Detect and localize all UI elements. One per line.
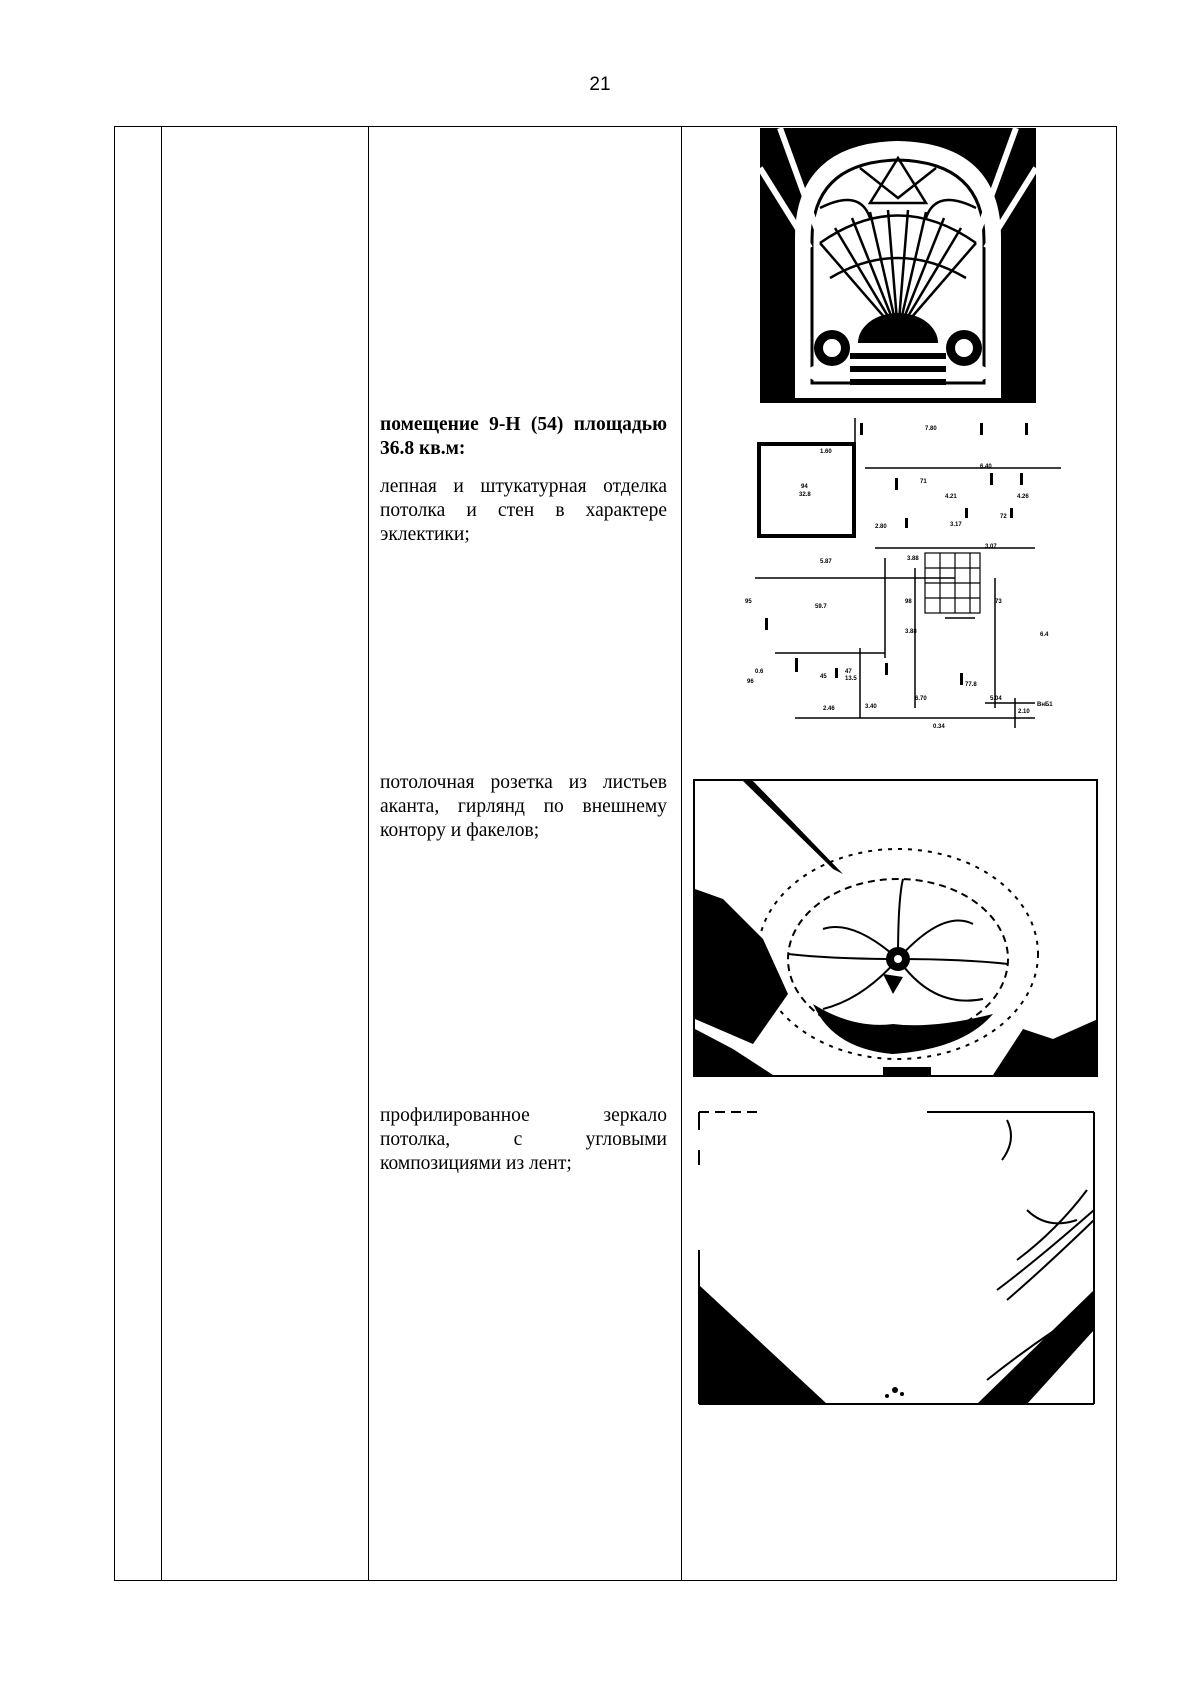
plan-label: 6.4 [1040, 632, 1049, 638]
plan-label: 3.07 [985, 544, 997, 550]
stained-glass-image [760, 128, 1036, 403]
plan-label: 4.26 [1017, 494, 1029, 500]
plan-label: 6.40 [980, 464, 992, 470]
entry-text: потолочная розетка из листьев аканта, гирлянд по внешнему контору и факелов; [380, 772, 667, 841]
entry-room-9n [380, 413, 667, 547]
plan-label: 32.8 [799, 492, 811, 498]
plan-label: 73 [995, 599, 1002, 605]
plan-label: 77.8 [965, 682, 977, 688]
plan-label: 3.88 [905, 629, 917, 635]
plan-label: 59.7 [815, 604, 827, 610]
plan-label: 0.6 [755, 669, 764, 675]
entry-text: лепная и штукатурная отделка потолка и стен в характере эклектики; [380, 476, 667, 545]
entry-rosette [380, 771, 667, 843]
plan-label: 7.80 [925, 426, 937, 432]
plan-label: 3.40 [865, 704, 877, 710]
entry-text: профилированное зеркало потолка, с угловыми композициями из лент; [380, 1105, 667, 1174]
plan-label: 3.17 [950, 522, 962, 528]
plan-label: 5.04 [990, 696, 1002, 702]
plan-label: ВнБ1 [1037, 702, 1053, 708]
plan-label: 2.80 [875, 524, 887, 530]
plan-label: 2.10 [1018, 709, 1030, 715]
plan-label: 71 [920, 479, 927, 485]
plan-label: 5.87 [820, 559, 832, 565]
ceiling-mirror-image [697, 1110, 1096, 1406]
column-divider [368, 127, 369, 1580]
plan-label: 96 [747, 679, 754, 685]
page-number: 21 [589, 74, 611, 95]
plan-label: 94 [801, 484, 808, 490]
plan-label: 95 [745, 599, 752, 605]
plan-label: 4.21 [945, 494, 957, 500]
plan-label: 2.46 [823, 706, 835, 712]
plan-label: 45 [820, 674, 827, 680]
column-divider [161, 127, 162, 1580]
plan-label: 1.60 [820, 449, 832, 455]
plan-label: 3.88 [907, 556, 919, 562]
floor-plan-image [735, 408, 1061, 738]
plan-label: 47 [845, 669, 852, 675]
ceiling-rosette-image [693, 779, 1098, 1077]
plan-label: 13.5 [845, 676, 857, 682]
entry-ceiling-mirror [380, 1104, 667, 1176]
plan-label: 6.70 [915, 696, 927, 702]
column-divider [681, 127, 682, 1580]
plan-label: 72 [1000, 514, 1007, 520]
room-title: помещение 9-Н (54) площадью 36.8 кв.м: [380, 414, 667, 459]
plan-label: 98 [905, 599, 912, 605]
plan-label: 0.34 [933, 724, 945, 730]
